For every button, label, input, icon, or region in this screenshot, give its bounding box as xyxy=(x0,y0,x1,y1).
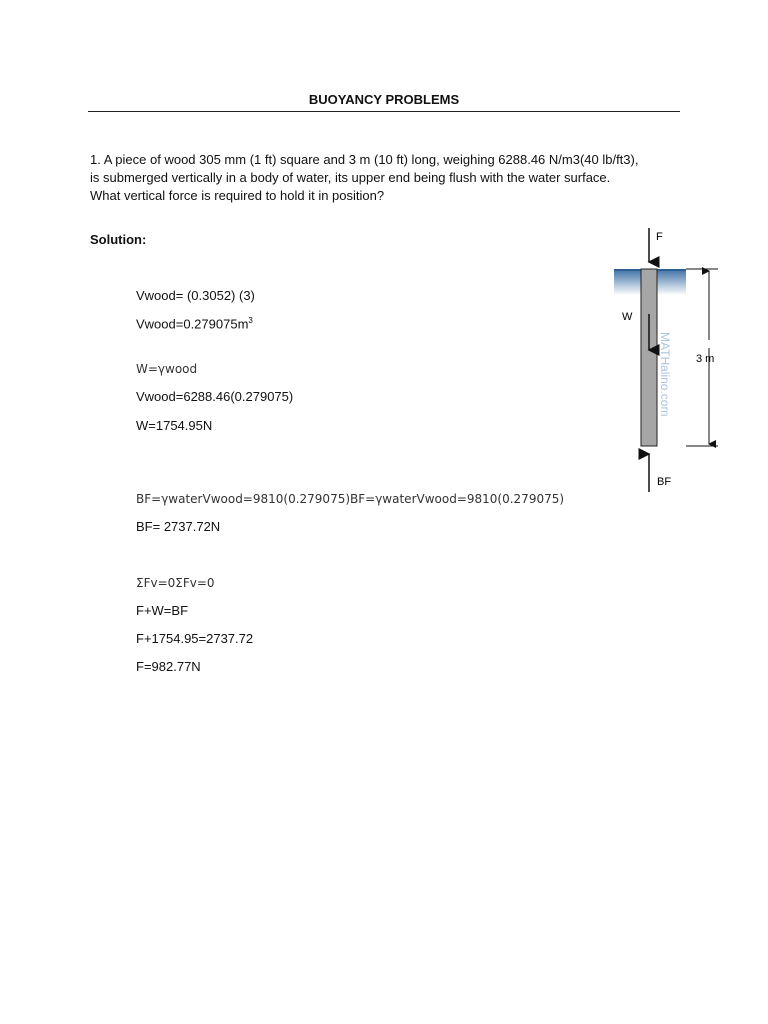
problem-line: What vertical force is required to hold it in position? xyxy=(90,188,385,203)
problem-line: is submerged vertically in a body of water, its upper end being flush with the water surface. xyxy=(90,170,611,185)
wood-piece xyxy=(641,269,657,446)
step-final-force: F=982.77N xyxy=(136,659,201,674)
step-weight-result: W=1754.95N xyxy=(136,418,213,433)
page-title: BUOYANCY PROBLEMS xyxy=(308,92,460,107)
force-f-label: F xyxy=(656,231,663,243)
step-volume-text: Vwood=0.279075m xyxy=(136,316,249,332)
dimension-label: 3 m xyxy=(696,353,715,365)
weight-label: W xyxy=(622,311,633,323)
step-weight-substitution: Vwood=6288.46(0.279075) xyxy=(136,389,294,404)
buoyant-force-label: BF xyxy=(657,476,672,488)
diagram-svg xyxy=(600,222,740,497)
step-equation-1: F+W=BF xyxy=(136,603,189,618)
problem-statement xyxy=(90,151,690,205)
title-divider xyxy=(88,111,680,112)
step-volume-exponent: 3 xyxy=(248,316,253,325)
step-weight-formula: W=γwood xyxy=(136,362,198,376)
step-volume-result xyxy=(136,316,253,331)
step-volume-expression: Vwood= (0.3052) (3) xyxy=(136,288,255,303)
step-force-sum: ΣFv=0ΣFv=0 xyxy=(136,576,215,590)
step-buoyancy-formula: BF=γwaterVwood=9810(0.279075)BF=γwaterVwood=9810(0.279075) xyxy=(136,492,565,506)
step-equation-2: F+1754.95=2737.72 xyxy=(136,631,254,646)
solution-heading: Solution: xyxy=(90,232,147,247)
step-buoyancy-result: BF= 2737.72N xyxy=(136,519,221,534)
problem-line: 1. A piece of wood 305 mm (1 ft) square and 3 m (10 ft) long, weighing 6288.46 N/m3(40 lb/ft3), xyxy=(90,152,639,167)
watermark-logo: MATHalino.com xyxy=(658,332,672,417)
buoyancy-diagram xyxy=(600,222,740,497)
